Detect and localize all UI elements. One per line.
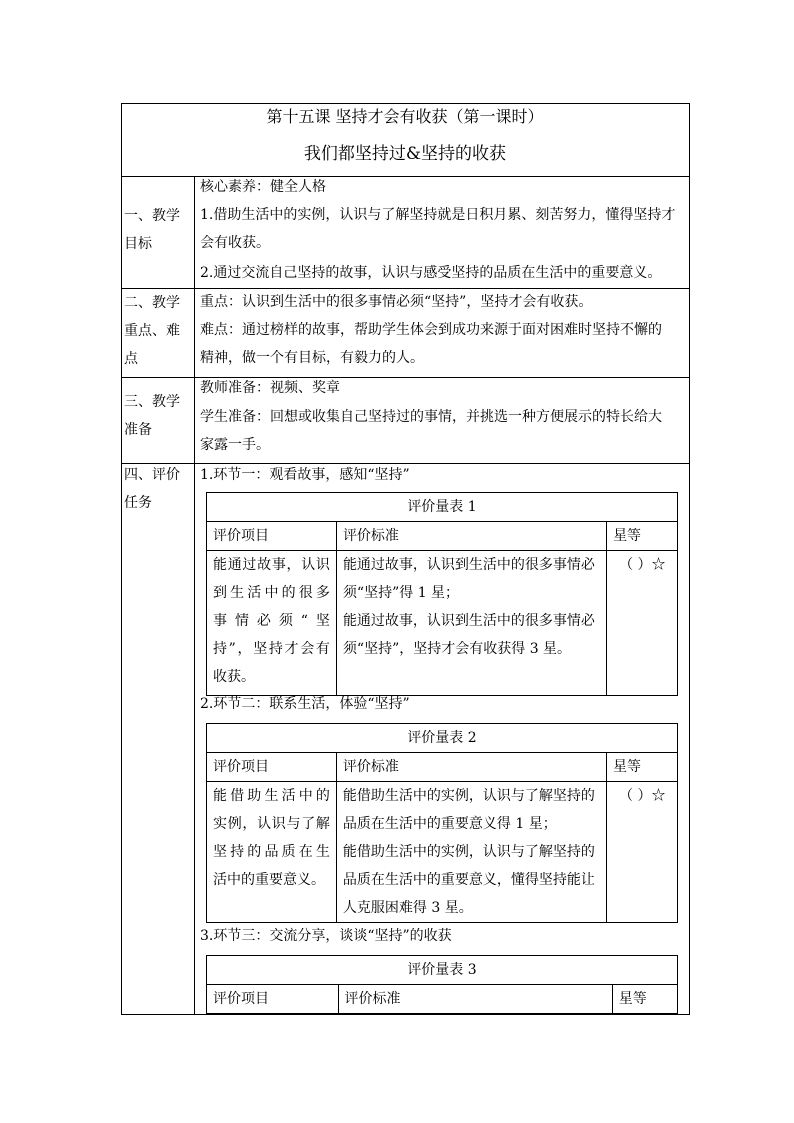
rubric-table-3 xyxy=(206,955,678,1014)
table-row xyxy=(207,782,678,923)
rubric-title: 评价量表 1 xyxy=(207,493,678,522)
rubric-title: 评价量表 2 xyxy=(207,724,678,753)
goals-line: 核心素养：健全人格 xyxy=(200,179,326,195)
prep-line: 家露一手。 xyxy=(200,437,270,453)
rubric-criteria-line: 能借助生活中的实例，认识与了解坚持的 xyxy=(342,788,595,804)
column-header-stars: 星等 xyxy=(607,522,678,551)
key-points-line: 精神，做一个有目标，有毅力的人。 xyxy=(200,350,424,366)
column-header-stars: 星等 xyxy=(607,753,678,782)
table-border-bottom xyxy=(121,1014,690,1015)
rubric-title: 评价量表 3 xyxy=(207,956,678,985)
key-points-line: 重点：认识到生活中的很多事情必须“坚持”，坚持才会有收获。 xyxy=(200,294,593,310)
rubric-criteria-line: 品质在生活中的重要意义，懂得坚持能让 xyxy=(342,872,595,888)
rubric-criteria-line: 能借助生活中的实例，认识与了解坚持的 xyxy=(342,844,595,860)
section-label-key-points: 二、教学 重点、难 点 xyxy=(124,295,180,367)
rubric-stars-cell: （ ）☆ xyxy=(607,782,678,923)
rubric-stars-cell: （ ）☆ xyxy=(607,551,678,696)
column-header-item: 评价项目 xyxy=(207,753,337,782)
goals-line: 会有收获。 xyxy=(200,235,270,251)
rubric-criteria-line: 须“坚持”，坚持才会有收获得 3 星。 xyxy=(342,641,572,657)
rubric-criteria-line: 人克服困难得 3 星。 xyxy=(342,900,473,916)
rubric-item-line: 活中的重要意义。 xyxy=(213,872,325,888)
column-header-item: 评价项目 xyxy=(207,522,337,551)
rubric-item-line: 收获。 xyxy=(213,669,255,685)
lesson-subtitle: 我们都坚持过&坚持的收获 xyxy=(303,144,507,164)
rubric-table-2 xyxy=(206,723,678,923)
column-header-item: 评价项目 xyxy=(207,985,339,1014)
rubric-item-line: 事情必须“坚 xyxy=(213,613,330,629)
rubric-item-line: 能借助生活中的 xyxy=(213,788,330,804)
rubric-table-1 xyxy=(206,492,678,696)
task-step-2: 2.环节二：联系生活，体验“坚持” xyxy=(200,696,410,712)
column-divider xyxy=(194,176,195,1015)
rubric-criteria-line: 能通过故事，认识到生活中的很多事情必 xyxy=(342,613,595,629)
column-header-criteria: 评价标准 xyxy=(336,522,606,551)
column-header-criteria: 评价标准 xyxy=(338,985,612,1014)
rubric-item-line: 到生活中的很多 xyxy=(213,585,330,601)
column-header-stars: 星等 xyxy=(612,985,677,1014)
rubric-item-cell xyxy=(207,551,337,696)
section-label-goals: 一、教学 目标 xyxy=(124,208,180,252)
table-border-left xyxy=(121,103,122,1015)
rubric-criteria-cell xyxy=(336,782,606,923)
rubric-criteria-line: 须“坚持”得 1 星； xyxy=(342,585,460,601)
section-label-tasks: 四、评价 任务 xyxy=(124,467,180,511)
goals-line: 1.借助生活中的实例，认识与了解坚持就是日积月累、刻苦努力，懂得坚持才 xyxy=(200,207,676,223)
prep-line: 教师准备：视频、奖章 xyxy=(200,380,340,396)
rubric-criteria-cell xyxy=(336,551,606,696)
goals-line: 2.通过交流自己坚持的故事，认识与感受坚持的品质在生活中的重要意义。 xyxy=(200,265,662,281)
key-points-line: 难点：通过榜样的故事，帮助学生体会到成功来源于面对困难时坚持不懈的 xyxy=(200,322,662,338)
rubric-item-line: 坚持的品质在生 xyxy=(213,844,330,860)
table-row xyxy=(207,551,678,696)
section-label-prep: 三、教学 准备 xyxy=(124,394,180,438)
prep-line: 学生准备：回想或收集自己坚持过的事情，并挑选一种方便展示的特长给大 xyxy=(200,409,662,425)
column-header-criteria: 评价标准 xyxy=(336,753,606,782)
rubric-item-line: 能通过故事，认识 xyxy=(213,557,330,573)
rubric-criteria-line: 品质在生活中的重要意义得 1 星； xyxy=(342,816,557,832)
rubric-criteria-line: 能通过故事，认识到生活中的很多事情必 xyxy=(342,557,595,573)
rubric-item-cell xyxy=(207,782,337,923)
lesson-title: 第十五课 坚持才会有收获（第一课时） xyxy=(266,107,544,126)
task-step-3: 3.环节三：交流分享，谈谈“坚持”的收获 xyxy=(200,928,452,944)
rubric-item-line: 持”，坚持才会有 xyxy=(213,641,330,657)
rubric-item-line: 实例，认识与了解 xyxy=(213,816,330,832)
table-border-right xyxy=(689,103,690,1015)
task-step-1: 1.环节一：观看故事，感知“坚持” xyxy=(200,467,410,483)
